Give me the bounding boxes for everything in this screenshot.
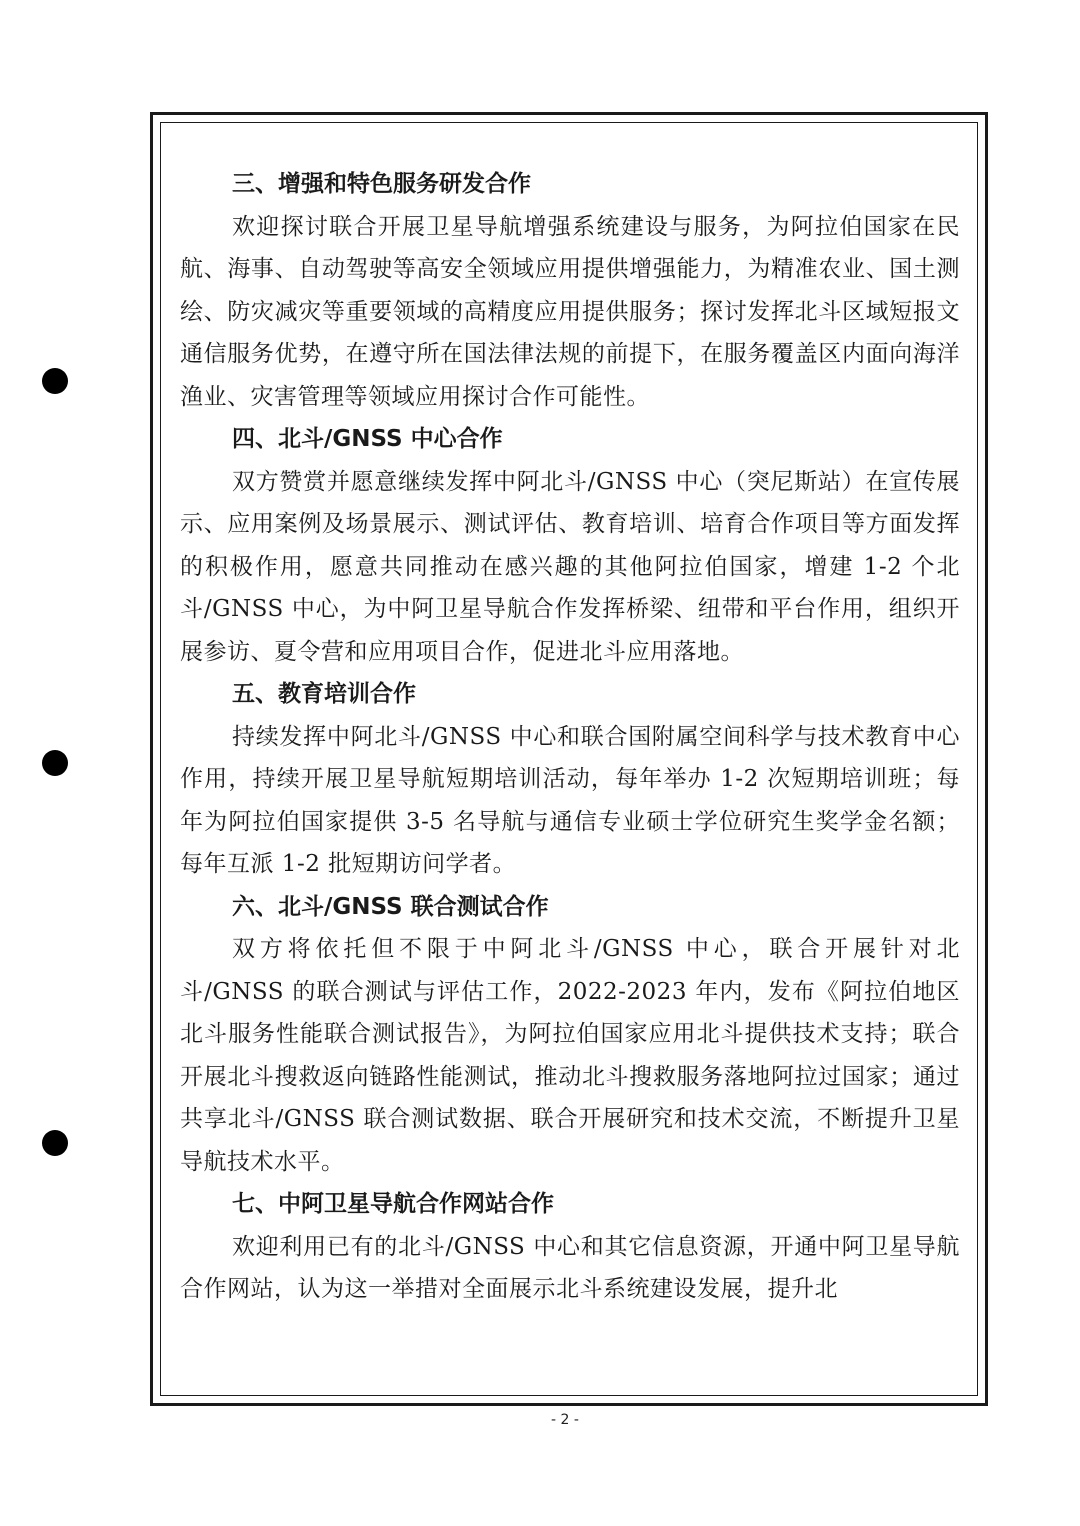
- section-3-heading: 三、增强和特色服务研发合作: [232, 171, 531, 197]
- section-4-heading: 四、北斗/GNSS 中心合作: [232, 426, 503, 452]
- binder-hole-middle: [42, 750, 68, 776]
- section-7-heading: 七、中阿卫星导航合作网站合作: [232, 1191, 554, 1217]
- section-7-paragraph: 欢迎利用已有的北斗/GNSS 中心和其它信息资源，开通中阿卫星导航合作网站，认为这一举措对全面展示北斗系统建设发展，提升北: [180, 1233, 960, 1302]
- section-5-paragraph: 持续发挥中阿北斗/GNSS 中心和联合国附属空间科学与技术教育中心作用，持续开展卫星导航短期培训活动，每年举办 1-2 次短期培训班；每年为阿拉伯国家提供 3-5 名导航与通信专业硕士学位研究生奖学金名额；每年互派 1-2 批短期访问学者。: [180, 723, 960, 877]
- section-3-paragraph: 欢迎探讨联合开展卫星导航增强系统建设与服务，为阿拉伯国家在民航、海事、自动驾驶等高安全领域应用提供增强能力，为精准农业、国土测绘、防灾减灾等重要领域的高精度应用提供服务；探讨发挥北斗区域短报文通信服务优势，在遵守所在国法律法规的前提下，在服务覆盖区内面向海洋渔业、灾害管理等领域应用探讨合作可能性。: [180, 213, 960, 410]
- section-5-heading: 五、教育培训合作: [232, 681, 416, 707]
- section-4-paragraph: 双方赞赏并愿意继续发挥中阿北斗/GNSS 中心（突尼斯站）在宣传展示、应用案例及场景展示、测试评估、教育培训、培育合作项目等方面发挥的积极作用，愿意共同推动在感兴趣的其他阿拉伯国家，增建 1-2 个北斗/GNSS 中心，为中阿卫星导航合作发挥桥梁、纽带和平台作用，组织开展参访、夏令营和应用项目合作，促进北斗应用落地。: [180, 468, 960, 665]
- binder-hole-bottom: [42, 1130, 68, 1156]
- page-number: - 2 -: [551, 1412, 579, 1428]
- binder-hole-top: [42, 368, 68, 394]
- section-6-paragraph: 双方将依托但不限于中阿北斗/GNSS 中心，联合开展针对北斗/GNSS 的联合测试与评估工作，2022-2023 年内，发布《阿拉伯地区北斗服务性能联合测试报告》，为阿拉伯国家应用北斗提供技术支持；联合开展北斗搜救返向链路性能测试，推动北斗搜救服务落地阿拉过国家；通过共享北斗/GNSS 联合测试数据、联合开展研究和技术交流，不断提升卫星导航技术水平。: [180, 936, 960, 1175]
- section-6-heading: 六、北斗/GNSS 联合测试合作: [232, 893, 549, 920]
- document-body: [180, 163, 960, 1311]
